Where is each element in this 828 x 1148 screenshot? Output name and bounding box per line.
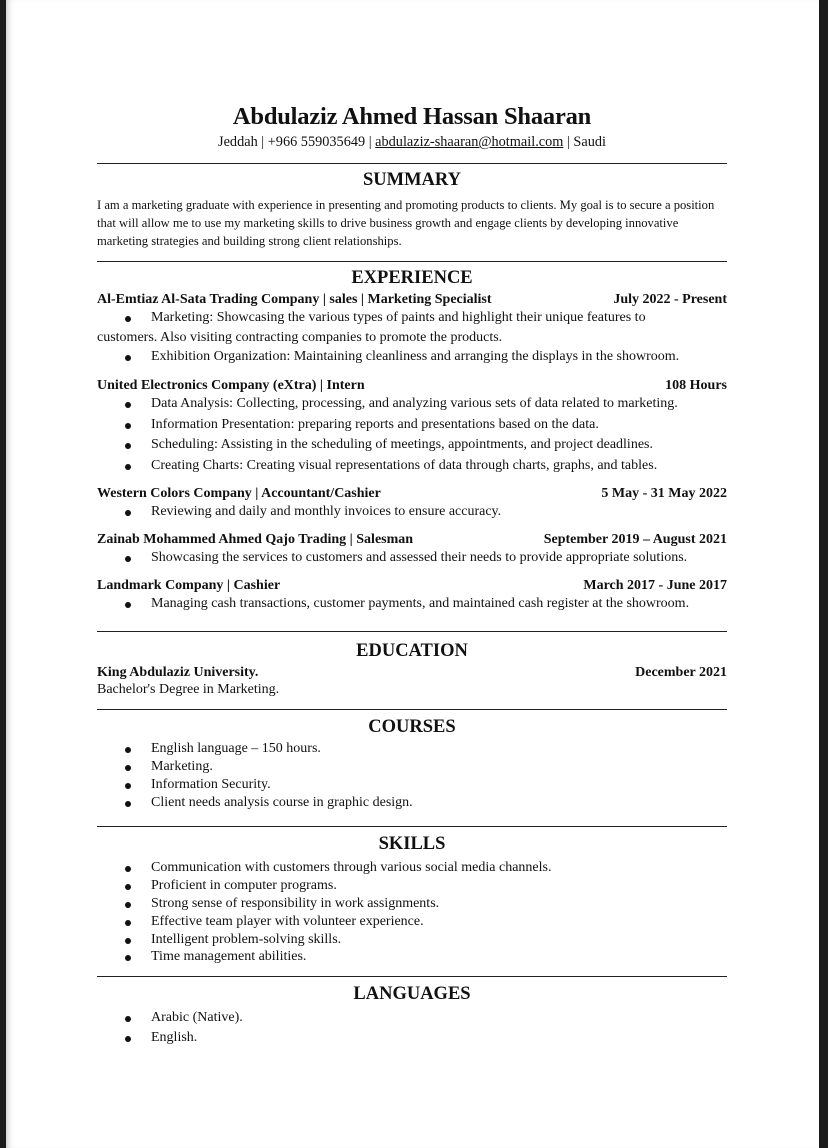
job-bullet: Managing cash transactions, customer payments, and maintained cash register at the showroom. <box>151 596 690 611</box>
language-item: Arabic (Native). <box>151 1010 243 1025</box>
job-heading <box>97 378 727 394</box>
course-item: English language – 150 hours. <box>151 741 321 756</box>
bullet-dot <box>125 510 131 516</box>
job-bullet: Exhibition Organization: Maintaining cleanliness and arranging the displays in the showroom. <box>151 349 680 364</box>
contact-line <box>97 134 727 151</box>
section-divider <box>97 976 727 977</box>
graduation-date: December 2021 <box>635 665 727 680</box>
job-heading <box>97 292 727 308</box>
email-link[interactable]: abdulaziz-shaaran@hotmail.com <box>375 134 564 150</box>
bullet-dot <box>125 938 131 944</box>
skill-item: Intelligent problem-solving skills. <box>151 932 342 947</box>
job-date: 108 Hours <box>665 378 727 393</box>
job-bullet: Data Analysis: Collecting, processing, and analyzing various sets of data related to marketing. <box>151 396 678 411</box>
course-item: Information Security. <box>151 777 271 792</box>
contact-country: | Saudi <box>563 134 606 150</box>
experience-heading: EXPERIENCE <box>351 268 473 288</box>
bullet-dot <box>125 464 131 470</box>
job-heading <box>97 486 727 502</box>
job-date: 5 May - 31 May 2022 <box>601 486 727 501</box>
contact-details: Jeddah | +966 559035649 | <box>218 134 376 150</box>
language-item: English. <box>151 1030 198 1045</box>
bullet-dot <box>125 955 131 961</box>
bullet-dot <box>125 316 131 322</box>
course-item: Marketing. <box>151 759 213 774</box>
section-divider <box>97 631 727 632</box>
summary-text: I am a marketing graduate with experience in presenting and promoting products to clients. My goal is to secure a position that will allow me to use my marketing skills to drive business growth and engage clients by developing innovative marketing strategies and building strong client relationships. <box>97 198 715 248</box>
bullet-dot <box>125 556 131 562</box>
job-date: March 2017 - June 2017 <box>583 578 727 593</box>
job-title: Al-Emtiaz Al-Sata Trading Company | sales | Marketing Specialist <box>97 292 492 307</box>
bullet-dot <box>125 747 131 753</box>
job-bullet: Creating Charts: Creating visual representations of data through charts, graphs, and tables. <box>151 458 658 473</box>
skills-heading: SKILLS <box>378 834 446 854</box>
summary-heading: SUMMARY <box>362 170 461 190</box>
candidate-name: Abdulaziz Ahmed Hassan Shaaran <box>232 103 592 130</box>
bullet-dot <box>125 443 131 449</box>
job-bullet: Marketing: Showcasing the various types of paints and highlight their unique features to <box>151 310 646 325</box>
bullet-dot <box>125 355 131 361</box>
languages-heading: LANGUAGES <box>353 984 471 1004</box>
section-divider <box>97 709 727 710</box>
bullet-dot <box>125 602 131 608</box>
job-date: July 2022 - Present <box>613 292 727 307</box>
bullet-dot <box>125 920 131 926</box>
education-heading: EDUCATION <box>356 641 468 661</box>
school-name: King Abdulaziz University. <box>97 665 259 680</box>
job-bullet: Scheduling: Assisting in the scheduling of meetings, appointments, and project deadlines. <box>151 437 653 452</box>
job-title: Zainab Mohammed Ahmed Qajo Trading | Salesman <box>97 532 414 547</box>
education-heading-row <box>97 665 727 681</box>
job-heading <box>97 578 727 594</box>
bullet-dot <box>125 884 131 890</box>
bullet-dot <box>125 423 131 429</box>
section-divider <box>97 826 727 827</box>
job-title: United Electronics Company (eXtra) | Intern <box>97 378 365 393</box>
job-title: Landmark Company | Cashier <box>97 578 281 593</box>
section-divider <box>97 261 727 262</box>
course-item: Client needs analysis course in graphic design. <box>151 795 413 810</box>
bullet-dot <box>125 902 131 908</box>
bullet-dot <box>125 801 131 807</box>
bullet-dot <box>125 402 131 408</box>
skill-item: Proficient in computer programs. <box>151 878 337 893</box>
skill-item: Strong sense of responsibility in work assignments. <box>151 896 440 911</box>
job-bullet: Reviewing and daily and monthly invoices to ensure accuracy. <box>151 504 502 519</box>
bullet-dot <box>125 866 131 872</box>
resume-page <box>6 0 819 1148</box>
skill-item: Effective team player with volunteer experience. <box>151 914 424 929</box>
job-heading <box>97 532 727 548</box>
bullet-dot <box>125 1036 131 1042</box>
bullet-dot <box>125 765 131 771</box>
courses-heading: COURSES <box>368 717 456 737</box>
job-bullet: Information Presentation: preparing reports and presentations based on the data. <box>151 417 599 432</box>
skill-item: Time management abilities. <box>151 949 307 964</box>
section-divider <box>97 163 727 164</box>
bullet-dot <box>125 783 131 789</box>
bullet-dot <box>125 1016 131 1022</box>
degree: Bachelor's Degree in Marketing. <box>97 682 280 697</box>
skill-item: Communication with customers through various social media channels. <box>151 860 552 875</box>
job-bullet-continuation: customers. Also visiting contracting companies to promote the products. <box>97 330 503 345</box>
job-date: September 2019 – August 2021 <box>543 532 727 547</box>
job-bullet: Showcasing the services to customers and assessed their needs to provide appropriate solutions. <box>151 550 688 565</box>
job-title: Western Colors Company | Accountant/Cashier <box>97 486 381 501</box>
